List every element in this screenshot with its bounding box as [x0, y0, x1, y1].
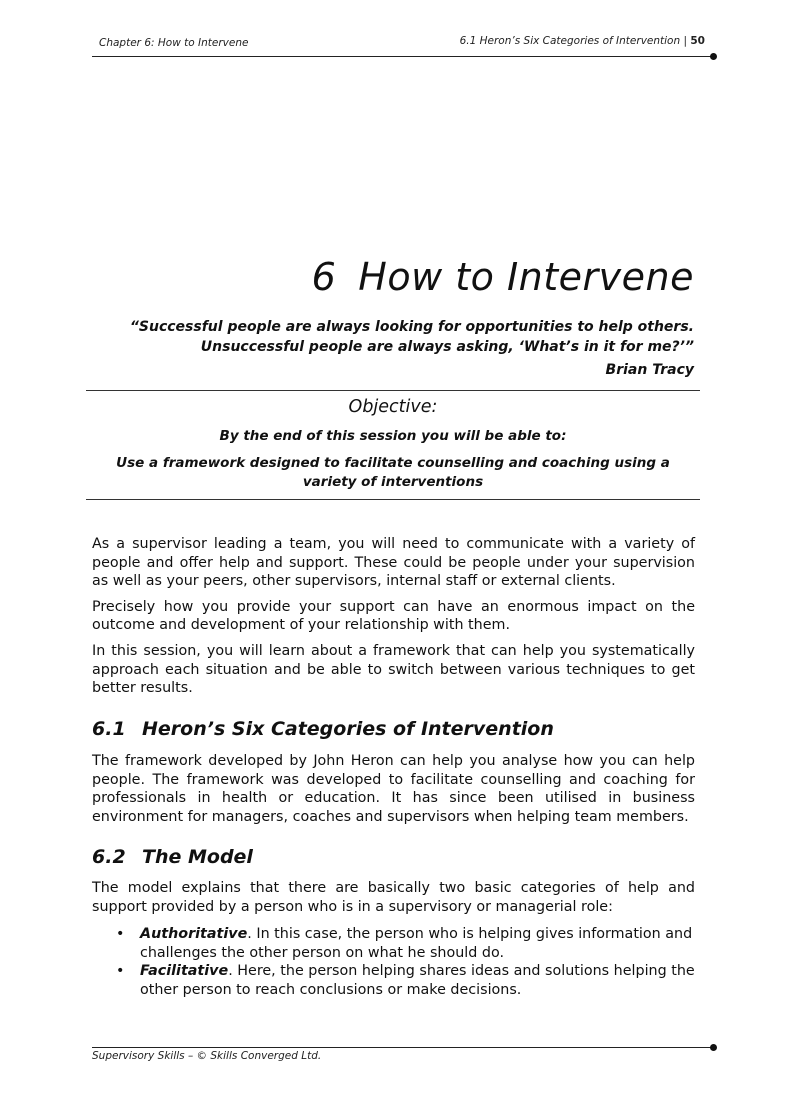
section-6-1-text	[92, 752, 695, 833]
list-item-term: Facilitative	[140, 963, 229, 980]
running-header-section	[460, 35, 705, 47]
model-categories-list	[92, 925, 695, 999]
objective-title: Objective:	[348, 397, 438, 417]
quote-line-2: Unsuccessful people are always asking, ‘What’s in it for me?’”	[200, 339, 694, 355]
intro-paragraph-3: In this session, you will learn about a framework that can help you systematically approach each situation and be able to switch between various techniques to get better results.	[92, 642, 695, 697]
section-6-2-number: 6.2	[92, 846, 126, 868]
bullet-icon: •	[116, 926, 125, 942]
running-header-separator: |	[683, 35, 688, 47]
chapter-title	[312, 255, 694, 299]
page-number: 50	[690, 35, 705, 47]
running-footer: Supervisory Skills – © Skills Converged Ltd.	[92, 1050, 322, 1062]
objective-top-rule	[86, 390, 700, 391]
quote-line-1: “Successful people are always looking for opportunities to help others.	[129, 319, 694, 335]
list-item-text: . Here, the person helping shares ideas and solutions helping the other person to reach conclusions or make decisions.	[140, 963, 695, 998]
section-6-2-text	[92, 879, 695, 923]
footer-rule	[92, 1047, 712, 1048]
objective-bottom-rule	[86, 499, 700, 500]
header-rule-dot	[710, 53, 717, 60]
footer-rule-dot	[710, 1044, 717, 1051]
objective-goal: Use a framework designed to facilitate counselling and coaching using a variety of interventions	[116, 455, 670, 490]
header-rule	[92, 56, 712, 57]
list-item	[92, 925, 695, 962]
running-header-section-title: 6.1 Heron’s Six Categories of Intervention	[459, 35, 681, 47]
section-6-2-title: The Model	[142, 846, 253, 868]
running-header-chapter: Chapter 6: How to Intervene	[99, 37, 249, 49]
quote-author: Brian Tracy	[605, 362, 694, 378]
list-item-term: Authoritative	[140, 926, 248, 942]
list-item-text: . In this case, the person who is helping gives information and challenges the other person on what he should do.	[140, 926, 693, 961]
intro-text	[92, 535, 695, 705]
section-6-1-title: Heron’s Six Categories of Intervention	[142, 718, 554, 740]
section-6-2-heading	[92, 846, 253, 868]
section-6-1-paragraph: The framework developed by John Heron can help you analyse how you can help people. The framework was developed to facilitate counselling and coaching for professionals in health or education. It has since been utilised in business environment for managers, coaches and supervisors when helping team members.	[92, 753, 695, 825]
chapter-number: 6	[311, 255, 337, 299]
chapter-title-text: How to Intervene	[358, 255, 694, 299]
section-6-1-number: 6.1	[92, 718, 126, 740]
bullet-icon: •	[116, 963, 125, 980]
section-6-2-paragraph: The model explains that there are basically two basic categories of help and support provided by a person who is in a supervisory or managerial role:	[92, 880, 695, 915]
intro-paragraph-1: As a supervisor leading a team, you will need to communicate with a variety of people and offer help and support. These could be people under your supervision as well as your peers, other supervisors, internal staff or external clients.	[92, 536, 695, 590]
objective-subtitle: By the end of this session you will be able to:	[219, 428, 567, 444]
list-item	[92, 962, 695, 999]
intro-paragraph-2: Precisely how you provide your support can have an enormous impact on the outcome and development of your relationship with them.	[92, 598, 695, 634]
epigraph-quote	[94, 317, 694, 357]
section-6-1-heading	[92, 718, 554, 740]
